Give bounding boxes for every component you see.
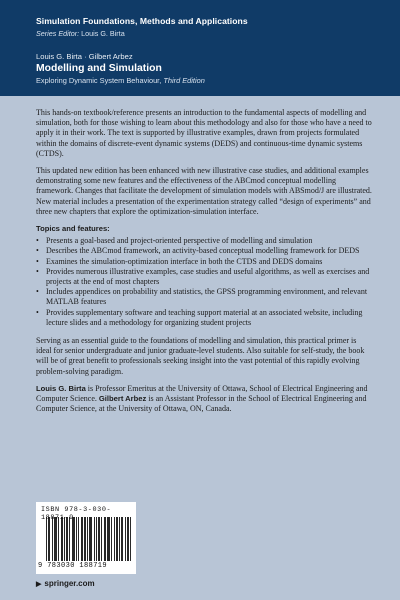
- subtitle-edition: Third Edition: [163, 76, 205, 85]
- topics-heading: Topics and features:: [36, 224, 110, 234]
- topic-item: • Provides numerous illustrative examples, case studies and useful algorithms, as well as exercises and projects at the end of most chapters: [36, 267, 372, 287]
- barcode-digits: 9 783030 188719: [38, 562, 108, 570]
- publisher-website: springer.com: [44, 579, 95, 588]
- intro-paragraph: This hands-on textbook/reference presents an introduction to the fundamental aspects of modelling and simulation, both for those wishing to learn about this methodology and also for those who have a need to apply it in their work. The text is supported by illustrative examples, drawn from projects formulated within the domains of discrete-event dynamic systems (DEDS) and continuous-time dynamic systems (CTDS).: [36, 108, 372, 158]
- book-subtitle: [36, 76, 400, 85]
- subtitle-main: Exploring Dynamic System Behaviour,: [36, 76, 164, 85]
- back-cover-text: [36, 108, 372, 421]
- topic-item: • Describes the ABCmod framework, an activity-based conceptual modelling framework for DEDS: [36, 246, 372, 256]
- bio-text-birta: is Professor Emeritus at the University of Ottawa, School of Electrical Engineering and Computer Science.: [36, 383, 368, 404]
- series-editor-name: Louis G. Birta: [81, 29, 125, 38]
- topic-item: • Presents a goal-based and project-oriented perspective of modelling and simulation: [36, 236, 372, 246]
- barcode-image: [46, 517, 132, 561]
- series-title: Simulation Foundations, Methods and Applications: [36, 16, 248, 26]
- isbn-label: ISBN 978-3-030-18871-9: [41, 506, 112, 522]
- arrow-icon: ▶: [36, 581, 42, 588]
- bio-name-birta: Louis G. Birta: [36, 383, 86, 393]
- book-title: Modelling and Simulation: [36, 63, 162, 74]
- publisher-link[interactable]: [36, 579, 95, 588]
- cover-header: [0, 0, 400, 96]
- summary-paragraph: Serving as an essential guide to the foundations of modelling and simulation, this practical primer is ideal for senior undergraduate and junior graduate-level students. Also suitable for self-study, the book will be of great benefit to professionals seeking insight into the vast potential of this rapidly evolving problem-solving paradigm.: [36, 336, 365, 376]
- topic-item: • Provides supplementary software and teaching support material at an associated website, including lecture slides and a methodology for organizing student projects: [36, 308, 372, 328]
- topics-list: [36, 236, 372, 328]
- barcode-box: [36, 502, 136, 574]
- author-bio: [36, 384, 372, 415]
- bio-text-arbez: is an Assistant Professor in the School of Electrical Engineering and Computer Science, at the University of Ottawa, ON, Canada.: [36, 394, 367, 414]
- series-editor-label: Series Editor:: [36, 29, 80, 38]
- bio-name-arbez: Gilbert Arbez: [98, 394, 147, 404]
- topic-item: • Includes appendices on probability and statistics, the GPSS programming environment, and relevant MATLAB features: [36, 287, 372, 307]
- topic-item: • Examines the simulation-optimization interface in both the CTDS and DEDS domains: [36, 257, 372, 267]
- edition-paragraph: This updated new edition has been enhanced with new illustrative case studies, and additional examples demonstrating some new features and the effectiveness of the ABCmod conceptual modelling framework. Changes that facilitate the development of simulation models with ABSmod/J are illustrated. New material includes a presentation of the experimentation strategy called “design of experiments” and three new chapters that explore the optimization-simulation interface.: [36, 166, 372, 216]
- series-editor: [36, 29, 400, 38]
- authors: Louis G. Birta · Gilbert Arbez: [36, 52, 133, 61]
